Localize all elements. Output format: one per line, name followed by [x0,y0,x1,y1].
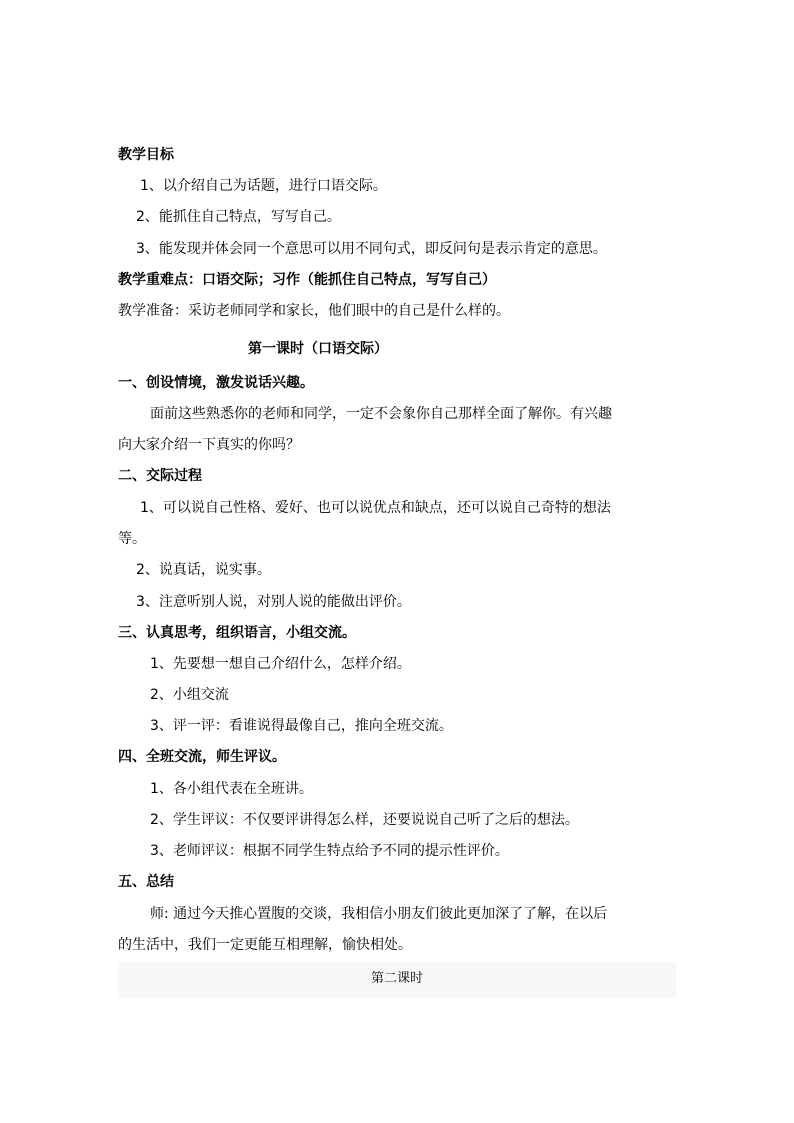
section5-heading: 五、总结 [118,874,174,890]
section1-heading: 一、创设情境，激发说话兴趣。 [118,375,314,391]
goal-item-2: 2、能抓住自己特点，写写自己。 [136,209,341,225]
lesson1-title: 第一课时（口语交际） [248,341,388,357]
section1-paragraph-line2: 向大家介绍一下真实的你吗？ [118,437,300,453]
section3-item3: 3、评一评：看谁说得最像自己，推向全班交流。 [150,718,453,734]
section2-item1-line2: 等。 [118,531,146,547]
section3-heading: 三、认真思考，组织语言，小组交流。 [118,625,356,641]
section4-item3: 3、老师评议：根据不同学生特点给予不同的提示性评价。 [150,843,509,859]
section2-item2: 2、说真话，说实事。 [136,562,271,578]
section4-heading: 四、全班交流，师生评议。 [118,749,286,765]
goals-heading: 教学目标 [118,147,174,163]
section2-item1-line1: 1、可以说自己性格、爱好、也可以说优点和缺点，还可以说自己奇特的想法 [140,500,611,516]
section3-item1: 1、先要想一想自己介绍什么，怎样介绍。 [150,656,411,672]
goal-item-3: 3、能发现并体会同一个意思可以用不同句式，即反问句是表示肯定的意思。 [136,241,607,257]
section5-paragraph-line1: 师: 通过今天推心置腹的交谈，我相信小朋友们彼此更加深了了解，在以后 [150,906,608,922]
goal-item-1: 1、以介绍自己为话题，进行口语交际。 [140,178,387,194]
section2-item3: 3、注意听别人说，对别人说的能做出评价。 [136,594,411,610]
section4-item1: 1、各小组代表在全班讲。 [150,781,313,797]
preparation-text: 教学准备：采访老师同学和家长，他们眼中的自己是什么样的。 [118,303,510,319]
key-points-text: 教学重难点：口语交际；习作（能抓住自己特点，写写自己） [118,272,496,288]
section3-item2: 2、小组交流 [150,687,229,703]
section1-paragraph-line1: 面前这些熟悉你的老师和同学，一定不会象你自己那样全面了解你。有兴趣 [150,406,612,422]
section2-heading: 二、交际过程 [118,468,202,484]
section4-item2: 2、学生评议：不仅要评讲得怎么样，还要说说自己听了之后的想法。 [150,812,579,828]
lesson2-title: 第二课时 [370,971,423,986]
section5-paragraph-line2: 的生活中，我们一定更能互相理解，愉快相处。 [118,937,412,953]
key-points [118,271,678,289]
